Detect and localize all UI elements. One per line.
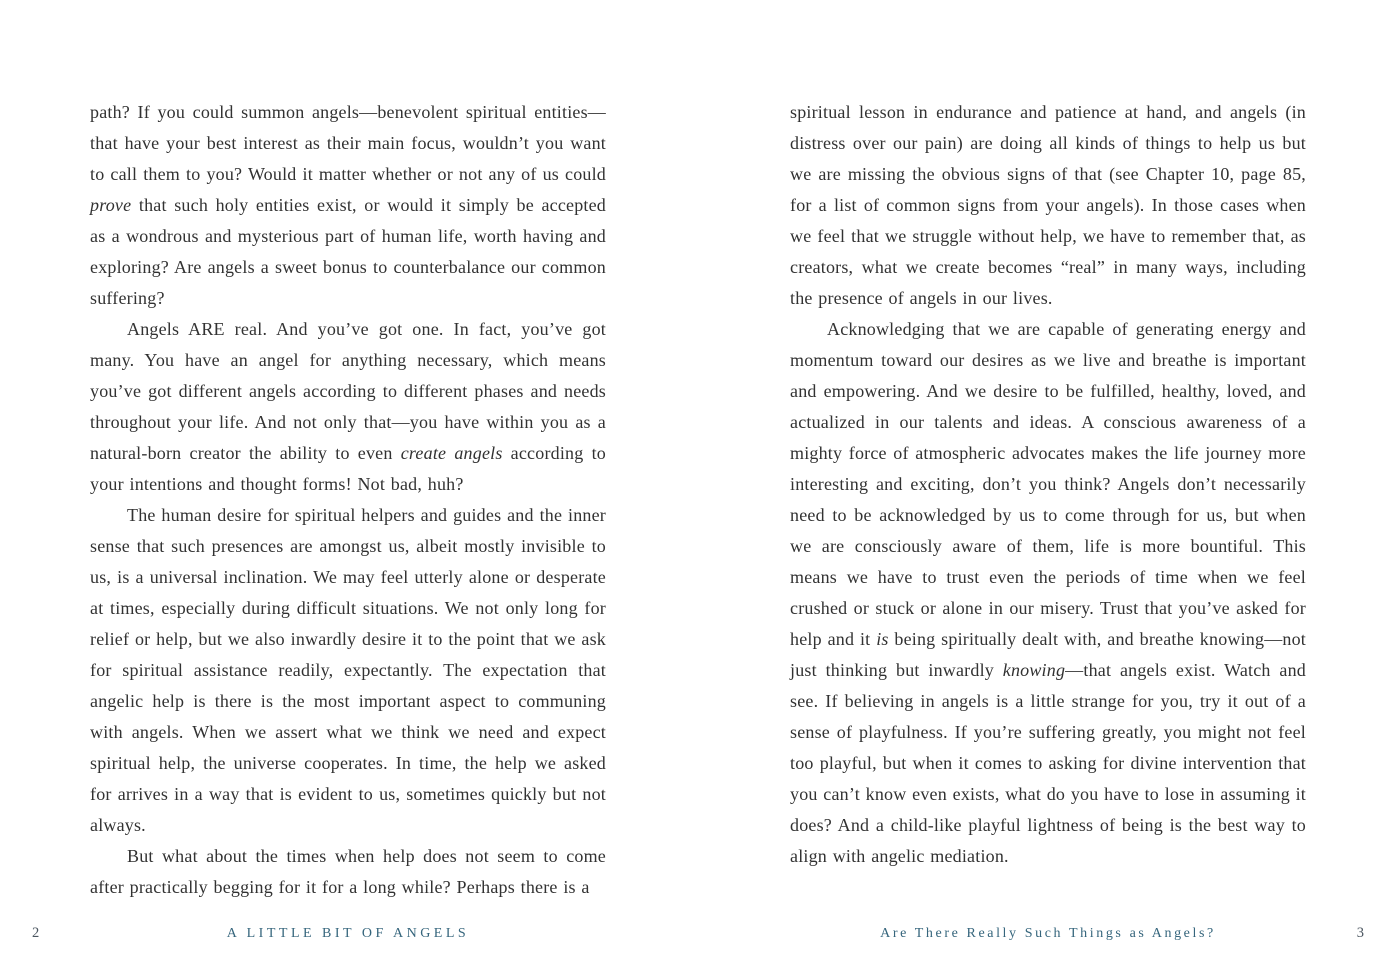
body-text: Acknowledging that we are capable of generating energy and momentum toward our desires as we live and breathe is important and empowering. And we desire to be fulfilled, healthy, loved, and actualized in our talents and ideas. A conscious awareness of a mighty force of atmospheric advocates makes the life journey more interesting and exciting, don’t you think? Angels don’t necessarily need to be acknowledged by us to come through for us, but when we are consciously aware of them, life is more bountiful. This means we have to trust even the periods of time when we feel crushed or stuck or alone in our misery. Trust that you’ve asked for help and it xyxy=(790,319,1306,649)
body-text: —that angels exist. Watch and see. If believing in angels is a little strange for you, try it out of a sense of playfulness. If you’re suffering greatly, you might not feel too playful, but when it comes to asking for divine intervention that you can’t know even exists, what do you have to lose in assuming it does? And a child-like playful lightness of being is the best way to align with angelic mediation. xyxy=(790,660,1306,866)
italic-text: create angels xyxy=(400,443,503,463)
right-running-head: Are There Really Such Things as Angels? xyxy=(880,926,1216,941)
left-page-text xyxy=(90,97,606,903)
body-text: But what about the times when help does not seem to come after practically begging for it for a long while? Perhaps there is a xyxy=(90,846,606,897)
italic-text: prove xyxy=(90,195,132,215)
body-text: being spiritually dealt with, and breathe knowing—not just thinking but inwardly xyxy=(790,629,1307,680)
paragraph xyxy=(90,500,606,841)
paragraph xyxy=(90,841,606,903)
body-text: path? If you could summon angels—benevolent spiritual entities—that have your best interest as their main focus, wouldn’t you want to call them to you? Would it matter whether or not any of us could xyxy=(90,102,606,184)
body-text: that such holy entities exist, or would it simply be accepted as a wondrous and mysterious part of human life, worth having and exploring? Are angels a sweet bonus to counterbalance our common suffering? xyxy=(90,195,606,308)
paragraph xyxy=(790,97,1306,314)
body-text: spiritual lesson in endurance and patience at hand, and angels (in distress over our pain) are doing all kinds of things to help us but we are missing the obvious signs of that (see Chapter 10, page 85, for a list of common signs from your angels). In those cases when we feel that we struggle without help, we have to remember that, as creators, what we create becomes “real” in many ways, including the presence of angels in our lives. xyxy=(790,102,1306,308)
paragraph xyxy=(90,314,606,500)
paragraph xyxy=(90,97,606,314)
left-page-number: 2 xyxy=(32,925,40,941)
right-page-text xyxy=(790,97,1306,872)
italic-text: is xyxy=(876,629,889,649)
left-running-head: A LITTLE BIT OF ANGELS xyxy=(226,926,470,941)
body-text: The human desire for spiritual helpers and guides and the inner sense that such presences are amongst us, albeit mostly invisible to us, is a universal inclination. We may feel utterly alone or desperate at times, especially during difficult situations. We not only long for relief or help, but we also inwardly desire it to the point that we ask for spiritual assistance readily, expectantly. The expectation that angelic help is there is the most important aspect to communing with angels. When we assert what we think we need and expect spiritual help, the universe cooperates. In time, the help we asked for arrives in a way that is evident to us, sometimes quickly but not always. xyxy=(90,505,606,835)
body-text: Angels ARE real. And you’ve got one. In fact, you’ve got many. You have an angel for anything necessary, which means you’ve got different angels according to different phases and needs throughout your life. And not only that—you have within you as a natural-born creator the ability to even xyxy=(90,319,606,463)
italic-text: knowing xyxy=(1002,660,1066,680)
paragraph xyxy=(790,314,1306,872)
right-page-number: 3 xyxy=(1356,925,1364,941)
body-text: according to your intentions and thought forms! Not bad, huh? xyxy=(90,443,606,494)
